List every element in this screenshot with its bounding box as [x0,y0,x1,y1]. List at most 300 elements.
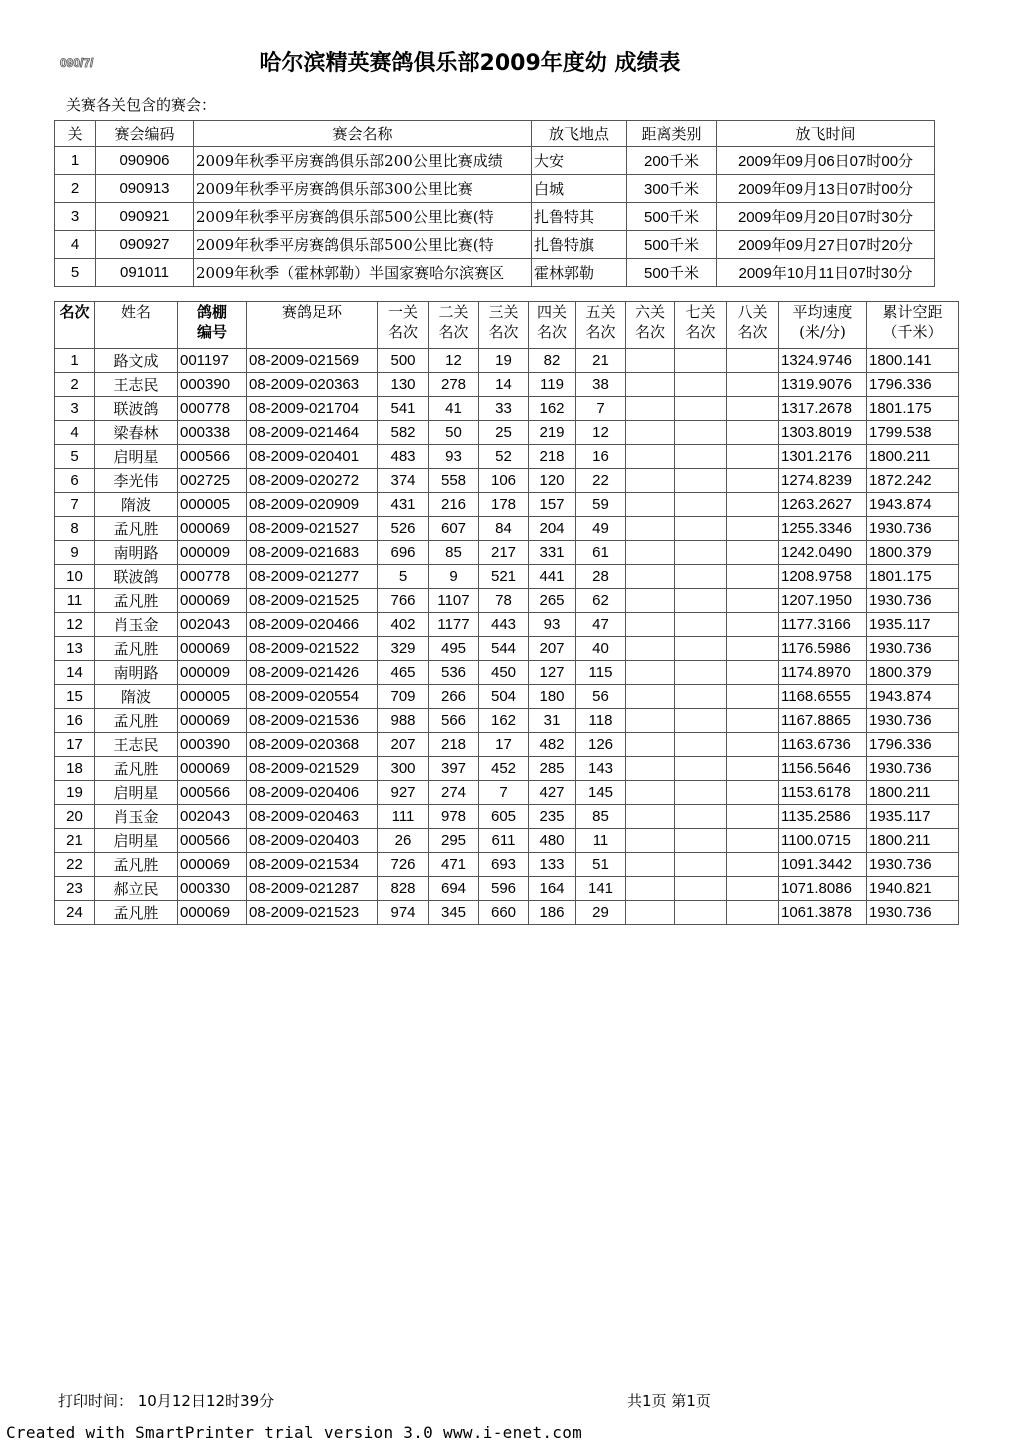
results-col-name: 姓名 [95,302,178,349]
result-cell-leg7 [675,397,727,421]
result-cell-leg4: 480 [529,829,576,853]
result-cell-leg5: 21 [576,349,626,373]
result-cell-leg7 [675,901,727,925]
races-col-release-time: 放飞时间 [717,121,935,147]
result-cell-distance: 1930.736 [867,637,959,661]
result-cell-leg3: 25 [479,421,529,445]
races-col-code: 赛会编码 [96,121,194,147]
result-cell-leg3: 693 [479,853,529,877]
result-cell-loft: 000566 [178,781,247,805]
result-cell-name: 启明星 [95,781,178,805]
result-cell-name: 梁春林 [95,421,178,445]
result-cell-leg5: 16 [576,445,626,469]
result-cell-leg7 [675,853,727,877]
result-cell-leg6 [626,637,675,661]
result-cell-name: 郝立民 [95,877,178,901]
races-col-name: 赛会名称 [194,121,532,147]
result-cell-leg2: 216 [429,493,479,517]
result-cell-leg3: 33 [479,397,529,421]
result-cell-leg3: 52 [479,445,529,469]
result-cell-rank: 2 [55,373,95,397]
result-row [55,685,959,709]
result-cell-leg2: 566 [429,709,479,733]
results-header-row [55,302,959,349]
result-cell-leg1: 974 [378,901,429,925]
result-cell-loft: 000069 [178,637,247,661]
result-cell-distance: 1943.874 [867,493,959,517]
result-cell-speed: 1317.2678 [779,397,867,421]
race-cell-leg: 4 [55,231,96,259]
page-title: 哈尔滨精英赛鸽俱乐部2009年度幼 成绩表 [259,51,681,76]
result-cell-leg1: 582 [378,421,429,445]
result-cell-leg4: 157 [529,493,576,517]
result-cell-leg2: 536 [429,661,479,685]
result-cell-leg4: 133 [529,853,576,877]
race-cell-name: 2009年秋季平房赛鸽俱乐部500公里比赛(特 [194,203,532,231]
result-cell-leg1: 329 [378,637,429,661]
result-cell-leg4: 164 [529,877,576,901]
race-cell-name: 2009年秋季（霍林郭勒）半国家赛哈尔滨赛区 [194,259,532,287]
race-cell-distance: 500千米 [627,203,717,231]
race-row [55,231,935,259]
result-cell-leg6 [626,541,675,565]
results-col-leg3: 三关 名次 [479,302,529,349]
result-cell-leg7 [675,805,727,829]
result-cell-leg8 [727,661,779,685]
result-cell-leg8 [727,373,779,397]
result-row [55,901,959,925]
result-cell-ring: 08-2009-021277 [247,565,378,589]
result-cell-name: 孟凡胜 [95,853,178,877]
result-row [55,541,959,565]
result-cell-distance: 1930.736 [867,589,959,613]
result-cell-speed: 1091.3442 [779,853,867,877]
result-cell-leg2: 397 [429,757,479,781]
result-cell-leg8 [727,613,779,637]
result-cell-distance: 1943.874 [867,685,959,709]
result-cell-ring: 08-2009-020368 [247,733,378,757]
result-cell-name: 孟凡胜 [95,757,178,781]
result-cell-leg1: 696 [378,541,429,565]
race-cell-release-site: 扎鲁特其 [532,203,627,231]
results-col-leg2: 二关 名次 [429,302,479,349]
result-cell-rank: 19 [55,781,95,805]
result-cell-leg4: 207 [529,637,576,661]
result-cell-leg5: 56 [576,685,626,709]
result-cell-leg5: 22 [576,469,626,493]
result-cell-leg8 [727,637,779,661]
result-cell-leg7 [675,493,727,517]
result-cell-leg4: 218 [529,445,576,469]
races-header-row [55,121,935,147]
result-cell-distance: 1935.117 [867,613,959,637]
result-cell-loft: 000009 [178,541,247,565]
result-cell-leg1: 726 [378,853,429,877]
results-col-rank: 名次 [55,302,95,349]
result-cell-leg6 [626,493,675,517]
result-cell-loft: 000069 [178,901,247,925]
result-cell-leg3: 452 [479,757,529,781]
result-cell-leg6 [626,757,675,781]
result-cell-leg5: 59 [576,493,626,517]
result-cell-ring: 08-2009-021464 [247,421,378,445]
result-cell-rank: 23 [55,877,95,901]
result-cell-leg5: 115 [576,661,626,685]
result-cell-name: 路文成 [95,349,178,373]
result-cell-leg1: 300 [378,757,429,781]
result-cell-rank: 13 [55,637,95,661]
result-cell-leg1: 374 [378,469,429,493]
result-cell-speed: 1274.8239 [779,469,867,493]
result-cell-leg3: 596 [479,877,529,901]
result-cell-leg6 [626,829,675,853]
result-cell-leg4: 93 [529,613,576,637]
result-cell-leg2: 93 [429,445,479,469]
result-cell-leg2: 1107 [429,589,479,613]
result-cell-rank: 21 [55,829,95,853]
result-cell-leg3: 443 [479,613,529,637]
result-cell-leg4: 162 [529,397,576,421]
result-cell-rank: 18 [55,757,95,781]
result-cell-leg6 [626,589,675,613]
result-cell-leg3: 544 [479,637,529,661]
result-cell-leg5: 38 [576,373,626,397]
result-cell-leg6 [626,901,675,925]
result-cell-distance: 1800.211 [867,829,959,853]
result-cell-leg4: 119 [529,373,576,397]
result-cell-leg3: 19 [479,349,529,373]
result-cell-leg2: 274 [429,781,479,805]
result-cell-loft: 002725 [178,469,247,493]
result-cell-distance: 1940.821 [867,877,959,901]
result-cell-leg2: 85 [429,541,479,565]
result-cell-loft: 000338 [178,421,247,445]
result-cell-leg3: 521 [479,565,529,589]
result-cell-ring: 08-2009-021569 [247,349,378,373]
result-cell-distance: 1796.336 [867,733,959,757]
result-cell-leg5: 145 [576,781,626,805]
race-cell-distance: 500千米 [627,259,717,287]
result-cell-ring: 08-2009-021527 [247,517,378,541]
race-cell-leg: 3 [55,203,96,231]
race-cell-code: 090913 [96,175,194,203]
results-col-speed: 平均速度 (米/分) [779,302,867,349]
result-cell-leg3: 450 [479,661,529,685]
result-cell-leg7 [675,349,727,373]
result-cell-leg2: 266 [429,685,479,709]
result-cell-ring: 08-2009-021287 [247,877,378,901]
result-cell-leg5: 62 [576,589,626,613]
result-cell-leg2: 218 [429,733,479,757]
result-cell-leg4: 120 [529,469,576,493]
result-cell-speed: 1242.0490 [779,541,867,565]
result-cell-name: 王志民 [95,373,178,397]
result-cell-loft: 000566 [178,445,247,469]
results-col-leg4: 四关 名次 [529,302,576,349]
result-cell-rank: 7 [55,493,95,517]
result-cell-leg2: 978 [429,805,479,829]
result-cell-leg4: 427 [529,781,576,805]
result-cell-leg6 [626,709,675,733]
result-cell-leg8 [727,805,779,829]
result-cell-name: 李光伟 [95,469,178,493]
result-cell-loft: 000390 [178,373,247,397]
result-cell-leg4: 31 [529,709,576,733]
result-cell-distance: 1800.379 [867,541,959,565]
result-cell-ring: 08-2009-021523 [247,901,378,925]
result-cell-leg4: 441 [529,565,576,589]
result-cell-leg5: 11 [576,829,626,853]
result-row [55,829,959,853]
result-cell-ring: 08-2009-020401 [247,445,378,469]
race-cell-release-time: 2009年09月06日07时00分 [717,147,935,175]
result-cell-distance: 1796.336 [867,373,959,397]
result-cell-leg3: 17 [479,733,529,757]
result-cell-leg2: 1177 [429,613,479,637]
result-row [55,349,959,373]
result-cell-leg2: 694 [429,877,479,901]
result-cell-leg6 [626,685,675,709]
result-cell-leg7 [675,469,727,493]
result-cell-leg4: 186 [529,901,576,925]
result-cell-ring: 08-2009-021522 [247,637,378,661]
result-cell-leg4: 180 [529,685,576,709]
result-cell-speed: 1324.9746 [779,349,867,373]
result-cell-ring: 08-2009-020909 [247,493,378,517]
result-cell-leg1: 766 [378,589,429,613]
result-cell-speed: 1174.8970 [779,661,867,685]
result-cell-distance: 1930.736 [867,709,959,733]
race-row [55,259,935,287]
result-cell-leg7 [675,589,727,613]
race-cell-code: 090927 [96,231,194,259]
result-cell-distance: 1800.379 [867,661,959,685]
result-cell-leg7 [675,445,727,469]
result-cell-leg3: 178 [479,493,529,517]
result-cell-leg4: 285 [529,757,576,781]
result-cell-leg3: 660 [479,901,529,925]
result-cell-leg7 [675,541,727,565]
race-cell-name: 2009年秋季平房赛鸽俱乐部500公里比赛(特 [194,231,532,259]
result-cell-distance: 1800.211 [867,445,959,469]
result-cell-ring: 08-2009-021426 [247,661,378,685]
result-cell-rank: 8 [55,517,95,541]
result-cell-leg7 [675,733,727,757]
result-cell-leg8 [727,685,779,709]
race-cell-code: 090921 [96,203,194,231]
result-cell-name: 联波鸽 [95,397,178,421]
race-row [55,175,935,203]
race-cell-release-time: 2009年09月27日07时20分 [717,231,935,259]
result-cell-leg6 [626,661,675,685]
race-cell-release-site: 扎鲁特旗 [532,231,627,259]
result-cell-loft: 000069 [178,853,247,877]
result-cell-name: 肖玉金 [95,613,178,637]
result-cell-leg5: 47 [576,613,626,637]
result-cell-rank: 15 [55,685,95,709]
result-cell-leg2: 12 [429,349,479,373]
result-row [55,661,959,685]
result-row [55,709,959,733]
result-cell-leg8 [727,541,779,565]
result-cell-leg8 [727,877,779,901]
result-cell-distance: 1930.736 [867,853,959,877]
result-cell-rank: 16 [55,709,95,733]
race-cell-distance: 200千米 [627,147,717,175]
race-cell-leg: 2 [55,175,96,203]
result-cell-speed: 1263.2627 [779,493,867,517]
result-cell-loft: 001197 [178,349,247,373]
result-cell-rank: 12 [55,613,95,637]
race-cell-distance: 300千米 [627,175,717,203]
result-cell-name: 联波鸽 [95,565,178,589]
result-cell-speed: 1071.8086 [779,877,867,901]
result-cell-leg4: 265 [529,589,576,613]
result-cell-leg5: 12 [576,421,626,445]
result-cell-distance: 1801.175 [867,397,959,421]
result-cell-speed: 1176.5986 [779,637,867,661]
result-cell-leg7 [675,661,727,685]
result-cell-leg3: 605 [479,805,529,829]
result-row [55,781,959,805]
result-cell-leg1: 402 [378,613,429,637]
results-col-leg8: 八关 名次 [727,302,779,349]
result-cell-loft: 002043 [178,805,247,829]
result-cell-name: 南明路 [95,661,178,685]
result-row [55,805,959,829]
result-cell-leg8 [727,397,779,421]
result-cell-leg6 [626,373,675,397]
result-cell-leg4: 219 [529,421,576,445]
result-cell-ring: 08-2009-021536 [247,709,378,733]
race-cell-release-time: 2009年10月11日07时30分 [717,259,935,287]
result-cell-leg5: 61 [576,541,626,565]
result-cell-leg4: 482 [529,733,576,757]
results-col-leg1: 一关 名次 [378,302,429,349]
result-cell-leg5: 118 [576,709,626,733]
result-cell-leg3: 78 [479,589,529,613]
result-cell-ring: 08-2009-020463 [247,805,378,829]
result-cell-speed: 1163.6736 [779,733,867,757]
result-cell-leg8 [727,733,779,757]
result-cell-leg3: 106 [479,469,529,493]
result-cell-leg8 [727,445,779,469]
result-cell-leg4: 127 [529,661,576,685]
result-cell-loft: 000005 [178,493,247,517]
result-cell-name: 孟凡胜 [95,517,178,541]
result-cell-name: 肖玉金 [95,805,178,829]
races-col-leg: 关 [55,121,96,147]
result-cell-leg8 [727,781,779,805]
result-cell-leg2: 495 [429,637,479,661]
result-cell-leg5: 141 [576,877,626,901]
result-cell-rank: 6 [55,469,95,493]
result-cell-loft: 000778 [178,565,247,589]
result-cell-leg6 [626,421,675,445]
race-cell-code: 090906 [96,147,194,175]
result-cell-leg6 [626,565,675,589]
race-cell-name: 2009年秋季平房赛鸽俱乐部200公里比赛成绩 [194,147,532,175]
result-cell-leg7 [675,757,727,781]
result-cell-loft: 000566 [178,829,247,853]
result-cell-rank: 9 [55,541,95,565]
result-row [55,397,959,421]
result-cell-rank: 1 [55,349,95,373]
result-cell-distance: 1935.117 [867,805,959,829]
result-cell-leg3: 7 [479,781,529,805]
race-cell-name: 2009年秋季平房赛鸽俱乐部300公里比赛 [194,175,532,203]
result-cell-name: 孟凡胜 [95,709,178,733]
result-cell-leg1: 465 [378,661,429,685]
result-cell-distance: 1799.538 [867,421,959,445]
results-col-distance: 累计空距 （千米） [867,302,959,349]
result-cell-speed: 1207.1950 [779,589,867,613]
result-cell-leg6 [626,445,675,469]
result-cell-leg6 [626,733,675,757]
race-row [55,203,935,231]
races-subtitle: 关赛各关包含的赛会： [66,96,217,114]
result-cell-loft: 000069 [178,517,247,541]
result-cell-loft: 000069 [178,589,247,613]
race-cell-leg: 5 [55,259,96,287]
result-cell-leg1: 207 [378,733,429,757]
results-col-leg5: 五关 名次 [576,302,626,349]
result-cell-name: 启明星 [95,445,178,469]
result-row [55,565,959,589]
result-cell-speed: 1100.0715 [779,829,867,853]
result-row [55,493,959,517]
result-cell-leg2: 295 [429,829,479,853]
result-cell-speed: 1301.2176 [779,445,867,469]
result-cell-leg7 [675,565,727,589]
result-cell-leg8 [727,517,779,541]
result-cell-leg1: 431 [378,493,429,517]
result-cell-speed: 1135.2586 [779,805,867,829]
race-cell-leg: 1 [55,147,96,175]
result-cell-ring: 08-2009-020554 [247,685,378,709]
result-cell-distance: 1800.211 [867,781,959,805]
race-cell-release-time: 2009年09月20日07时30分 [717,203,935,231]
race-cell-release-time: 2009年09月13日07时00分 [717,175,935,203]
result-cell-leg7 [675,613,727,637]
result-cell-name: 隋波 [95,685,178,709]
result-cell-loft: 000009 [178,661,247,685]
result-row [55,853,959,877]
result-cell-ring: 08-2009-020363 [247,373,378,397]
result-cell-rank: 3 [55,397,95,421]
trial-watermark: Created with SmartPrinter trial version 3.0 www.i-enet.com [6,1423,583,1442]
result-cell-distance: 1930.736 [867,757,959,781]
result-cell-leg5: 126 [576,733,626,757]
result-cell-leg1: 500 [378,349,429,373]
result-cell-leg4: 82 [529,349,576,373]
result-cell-leg5: 7 [576,397,626,421]
result-row [55,589,959,613]
result-cell-name: 隋波 [95,493,178,517]
result-cell-distance: 1930.736 [867,901,959,925]
result-cell-leg2: 50 [429,421,479,445]
result-cell-rank: 4 [55,421,95,445]
print-time: 打印时间： 10月12日12时39分 [58,1392,275,1410]
result-cell-rank: 22 [55,853,95,877]
result-row [55,637,959,661]
result-cell-distance: 1800.141 [867,349,959,373]
result-row [55,517,959,541]
result-cell-distance: 1930.736 [867,517,959,541]
result-cell-leg1: 26 [378,829,429,853]
result-cell-leg2: 278 [429,373,479,397]
result-cell-leg5: 40 [576,637,626,661]
